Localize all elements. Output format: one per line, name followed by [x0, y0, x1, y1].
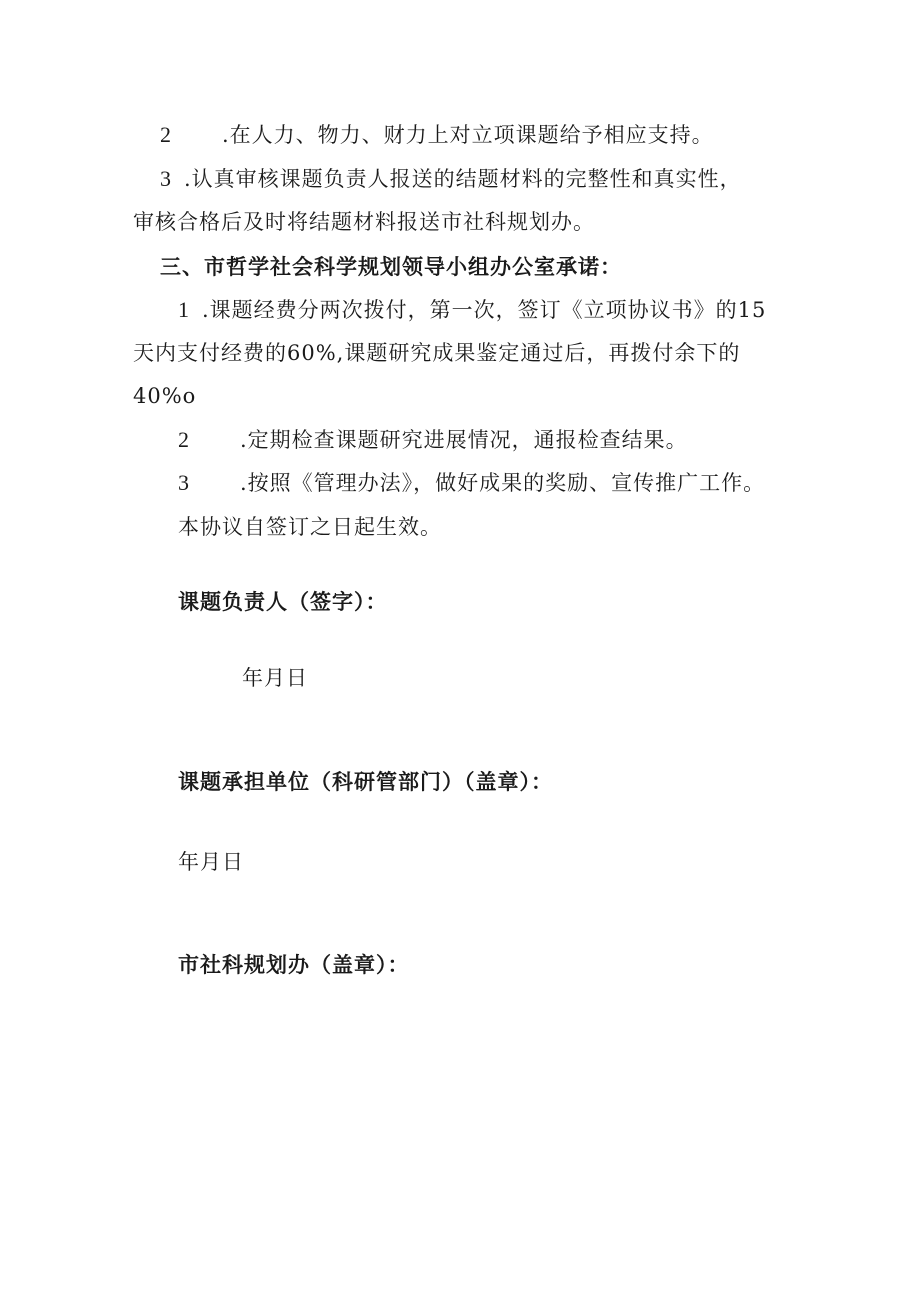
section2-item3-line1: [160, 165, 742, 193]
section2-item3-line2: 审核合格后及时将结题材料报送市社科规划办。: [133, 210, 595, 234]
item-number: 2: [178, 427, 190, 452]
effective-statement: 本协议自签订之日起生效。: [178, 515, 442, 539]
section3-item1-line1: [178, 296, 766, 324]
item-number: 2: [160, 122, 172, 147]
item-number: 1: [178, 297, 190, 322]
office-seal-label: 市社科规划办（盖章）：: [178, 953, 410, 977]
unit-seal-label: 课题承担单位（科研管部门）（盖章）：: [178, 770, 553, 794]
item-text: .定期检查课题研究进展情况，通报检查结果。: [240, 428, 688, 452]
unit-seal-date: 年月日: [178, 850, 244, 874]
item-text: .认真审核课题负责人报送的结题材料的完整性和真实性，: [184, 167, 742, 191]
item-text: .按照《管理办法》，做好成果的奖励、宣传推广工作。: [240, 471, 766, 495]
item-text: .在人力、物力、财力上对立项课题给予相应支持。: [222, 123, 714, 147]
item-text: .课题经费分两次拨付，第一次，签订《立项协议书》的15: [202, 298, 767, 322]
section3-item1-line3: 40%o: [133, 384, 197, 408]
item-number: 3: [178, 470, 190, 495]
leader-signature-date: 年月日: [242, 666, 308, 690]
section2-item2: [160, 121, 714, 149]
section3-item3: [178, 469, 765, 497]
section3-item2: [178, 426, 688, 454]
item-number: 3: [160, 166, 172, 191]
leader-signature-label: 课题负责人（签字）：: [178, 590, 388, 614]
section3-item1-line2: 天内支付经费的60%,课题研究成果鉴定通过后，再拨付余下的: [133, 341, 741, 365]
section3-heading: 三、市哲学社会科学规划领导小组办公室承诺：: [160, 255, 622, 279]
